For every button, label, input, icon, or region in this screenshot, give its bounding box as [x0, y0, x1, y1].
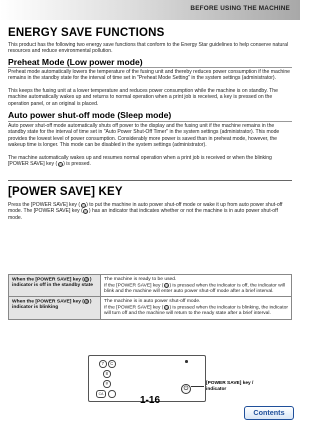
header-bar [0, 0, 300, 20]
panel-led-indicator [185, 360, 188, 363]
power-save-key-icon: ⏻ [165, 305, 168, 310]
power-save-key-icon: ⏻ [84, 209, 88, 214]
callout-label: [POWER SAVE] key / indicator [206, 381, 254, 392]
page-number: 1-16 [139, 395, 160, 406]
power-save-paragraph: Press the [POWER SAVE] key ( ⏻ ) to put the machine in auto power shut-off mode or wake it up from auto power shut-off mode. The [POWER SAVE] key ( ⏻ ) has an indicator that indicates whether or not the machine is in auto power shut-off mode. [8, 202, 283, 221]
power-save-key-icon: ⏻ [165, 283, 168, 288]
header-title: BEFORE USING THE MACHINE [190, 5, 290, 12]
power-save-key-icon: ⏻ [85, 277, 89, 282]
energy-intro: This product has the following two energy save functions that conform to the Energy Star guidelines to help conserve natural resources and reduce environmental pollution. [8, 42, 289, 55]
panel-button-ca: CA [96, 390, 106, 398]
panel-button-hash: # [103, 380, 111, 388]
power-save-key-icon: ⏻ [181, 384, 191, 394]
power-save-key-icon: ⏻ [81, 203, 85, 208]
panel-button-8: 8 [103, 370, 111, 378]
callout-leader-line [191, 386, 204, 387]
section-title-energy: ENERGY SAVE FUNCTIONS [8, 27, 165, 39]
sleep-rule [8, 121, 292, 122]
indicator-status-table [8, 274, 292, 320]
contents-button[interactable]: Contents [244, 406, 294, 420]
section-title-power-save: [POWER SAVE] KEY [8, 186, 123, 198]
table-cell-condition: When the [POWER SAVE] key ( ⏻ ) indicator is blinking [9, 297, 101, 319]
panel-button-7: 7 [99, 360, 107, 368]
table-cell-condition: When the [POWER SAVE] key ( ⏻ ) indicator is off in the standby state [9, 275, 101, 297]
sleep-paragraph-2: The machine automatically wakes up and resumes normal operation when a print job is received or when the blinking [POWER SAVE] key ( ⏻ ) is pressed. [8, 155, 272, 168]
preheat-heading: Preheat Mode (Low power mode) [8, 57, 143, 67]
table-cell-description: The machine is in auto power shut-off mode. If the [POWER SAVE] key ( ⏻ ) is pressed when the indicator is blinking, the indicator will turn off and the machine will return to the ready state after a brief interval. [101, 297, 292, 319]
preheat-paragraph-2: This keeps the fusing unit at a lower temperature and reduces power consumption while the machine is on standby. The machine automatically wakes up and returns to normal operation when a print job is received, a key is pressed on the operation panel, or an original is placed. [8, 88, 278, 107]
table-cell-description: The machine is ready to be used. If the [POWER SAVE] key ( ⏻ ) is pressed when the indicator is off, the indicator will blink and the machine will enter auto power shut-off mode after a brief interval. [101, 275, 292, 297]
sleep-heading: Auto power shut-off mode (Sleep mode) [8, 110, 172, 120]
section-divider [8, 180, 292, 181]
table-row [9, 297, 292, 319]
sleep-paragraph-1: Auto power shut-off mode automatically shuts off power to the display and the fusing unit if the machine remains in the standby state for the interval of time set in "Auto Power Shut-Off Timer" in the system settings (administrator). This mode provides the lowest level of power consumption. Considerably more power is saved than in preheat mode, however, the wakeup time is longer. This mode can be disabled in the system settings (administrator). [8, 123, 280, 148]
preheat-rule [8, 67, 292, 68]
panel-button-c: C [108, 360, 116, 368]
power-save-key-icon: ⏻ [58, 162, 62, 167]
preheat-paragraph-1: Preheat mode automatically lowers the temperature of the fusing unit and thereby reduces power consumption if the machine remains in the standby state for the interval of time set in "Preheat Mode Setting" in the system settings (administrator). [8, 69, 291, 82]
table-row [9, 275, 292, 297]
power-save-key-icon: ⏻ [85, 299, 89, 304]
